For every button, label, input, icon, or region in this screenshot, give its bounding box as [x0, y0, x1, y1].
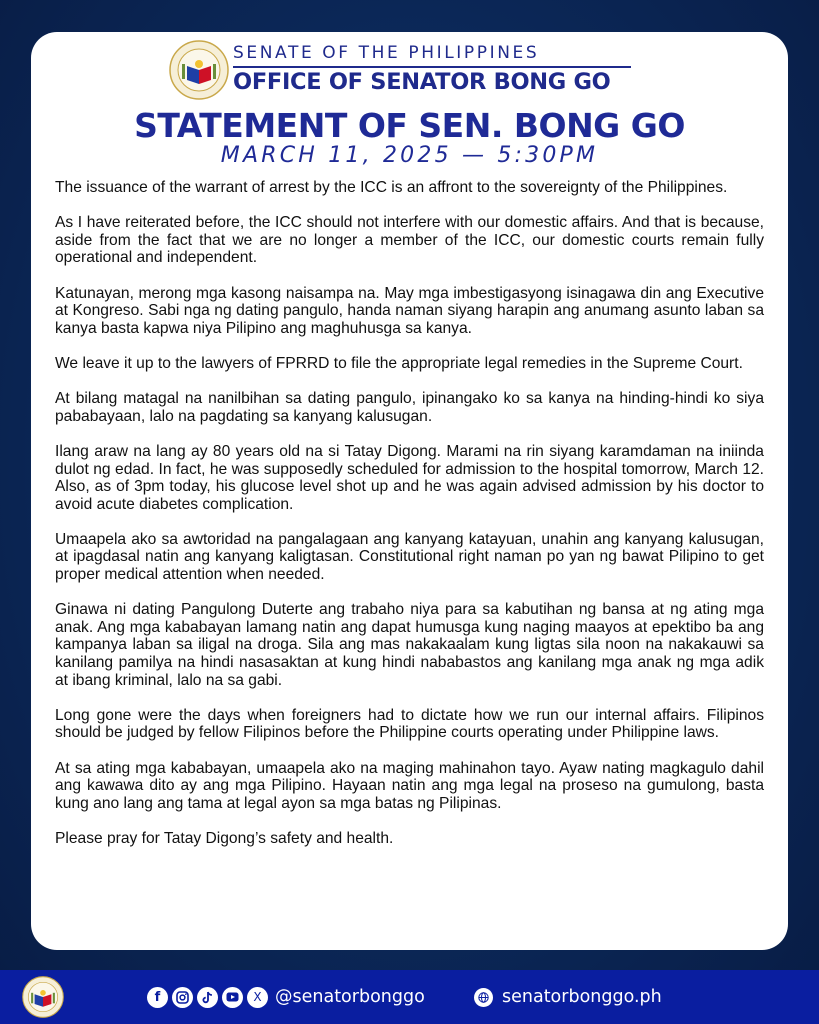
statement-datetime: MARCH 11, 2025 — 5:30PM [220, 143, 599, 168]
instagram-icon[interactable] [172, 987, 193, 1008]
paragraph: Ilang araw na lang ay 80 years old na si Tatay Digong. Marami na rin siyang karamdaman na iniinda dulot ng edad. In fact, he was supposedly scheduled for admission to the hospital tomorrow, March 12. Also, as of 3pm today, his glucose level shot up and he was again advised admission by his doctor to avoid acute diabetes complication. [55, 442, 764, 513]
footer-bar [0, 970, 819, 1024]
website-link[interactable] [474, 984, 662, 1010]
paragraph: The issuance of the warrant of arrest by the ICC is an affront to the sovereignty of the Philippines. [55, 179, 728, 196]
statement-title: STATEMENT OF SEN. BONG GO [134, 106, 685, 145]
paragraph: Umaapela ako sa awtoridad na pangalagaan ang kanyang katayuan, unahin ang kanyang kalusugan, at ipagdasal natin ang kanyang kaligtasan. Constitutional right naman po yan ng bawat Pilipino to get proper medical attention when needed. [55, 530, 764, 584]
paragraph: As I have reiterated before, the ICC should not interfere with our domestic affairs. And that is because, aside from the fact that we are no longer a member of the ICC, our domestic courts remain fully operational and independent. [55, 214, 764, 267]
office-name: OFFICE OF SENATOR BONG GO [233, 69, 611, 95]
social-handle[interactable]: @senatorbonggo [275, 987, 425, 1007]
organization-name: SENATE OF THE PHILIPPINES [233, 43, 540, 63]
facebook-icon[interactable]: f [147, 987, 168, 1008]
paragraph: Please pray for Tatay Digong’s safety and health. [55, 829, 394, 847]
youtube-icon[interactable] [222, 987, 243, 1008]
globe-icon [474, 988, 493, 1007]
paragraph: Katunayan, merong mga kasong naisampa na. May mga imbestigasyong isinagawa din ang Executive at Kongreso. Sabi nga ng dating pangulo, handa naman siyang harapin ang anumang asunto laban sa kanya basta kapwa niya Pilipino ang maghuhusga sa kanya. [55, 284, 764, 337]
senate-seal-icon [169, 40, 229, 100]
statement-card [31, 32, 788, 950]
paragraph: Ginawa ni dating Pangulong Duterte ang trabaho niya para sa kabutihan ng bansa at ng ating mga anak. Ang mga kababayan lamang natin ang dapat humusga kung naging maayos at epektibo ba ang kampanya laban sa iligal na droga. Sila ang mas nakakaalam kung ligtas sila noon na nakakauwi sa kanilang pamilya na hindi nasasaktan at kung hindi nababastos ang kanilang mga anak ng mga adik at ibang kriminal, lalo na sa gabi. [55, 601, 764, 689]
website-url[interactable]: senatorbonggo.ph [502, 987, 662, 1007]
letterhead [169, 38, 649, 102]
statement-body [55, 179, 764, 865]
senate-seal-icon [22, 976, 64, 1018]
tiktok-icon[interactable] [197, 987, 218, 1008]
paragraph: Long gone were the days when foreigners had to dictate how we run our internal affairs. Filipinos should be judged by fellow Filipinos before the Philippine courts operating under Philippine laws. [55, 706, 764, 742]
paragraph: At sa ating mga kababayan, umaapela ako na maging mahinahon tayo. Ayaw nating magkagulo dahil ang kawawa dito ay ang mga Pilipino. Hayaan natin ang mga legal na proseso na gumulong, basta kung ano lang ang tama at legal ayon sa mga batas ng Pilipinas. [55, 759, 764, 812]
header-divider [233, 66, 631, 68]
social-links [147, 984, 425, 1010]
paragraph: At bilang matagal na nanilbihan sa dating pangulo, ipinangako ko sa kanya na hinding-hindi ko siya pababayaan, lalo na pagdating sa kanyang kalusugan. [55, 390, 764, 425]
x-icon[interactable]: X [247, 987, 268, 1008]
paragraph: We leave it up to the lawyers of FPRRD to file the appropriate legal remedies in the Supreme Court. [55, 354, 743, 372]
